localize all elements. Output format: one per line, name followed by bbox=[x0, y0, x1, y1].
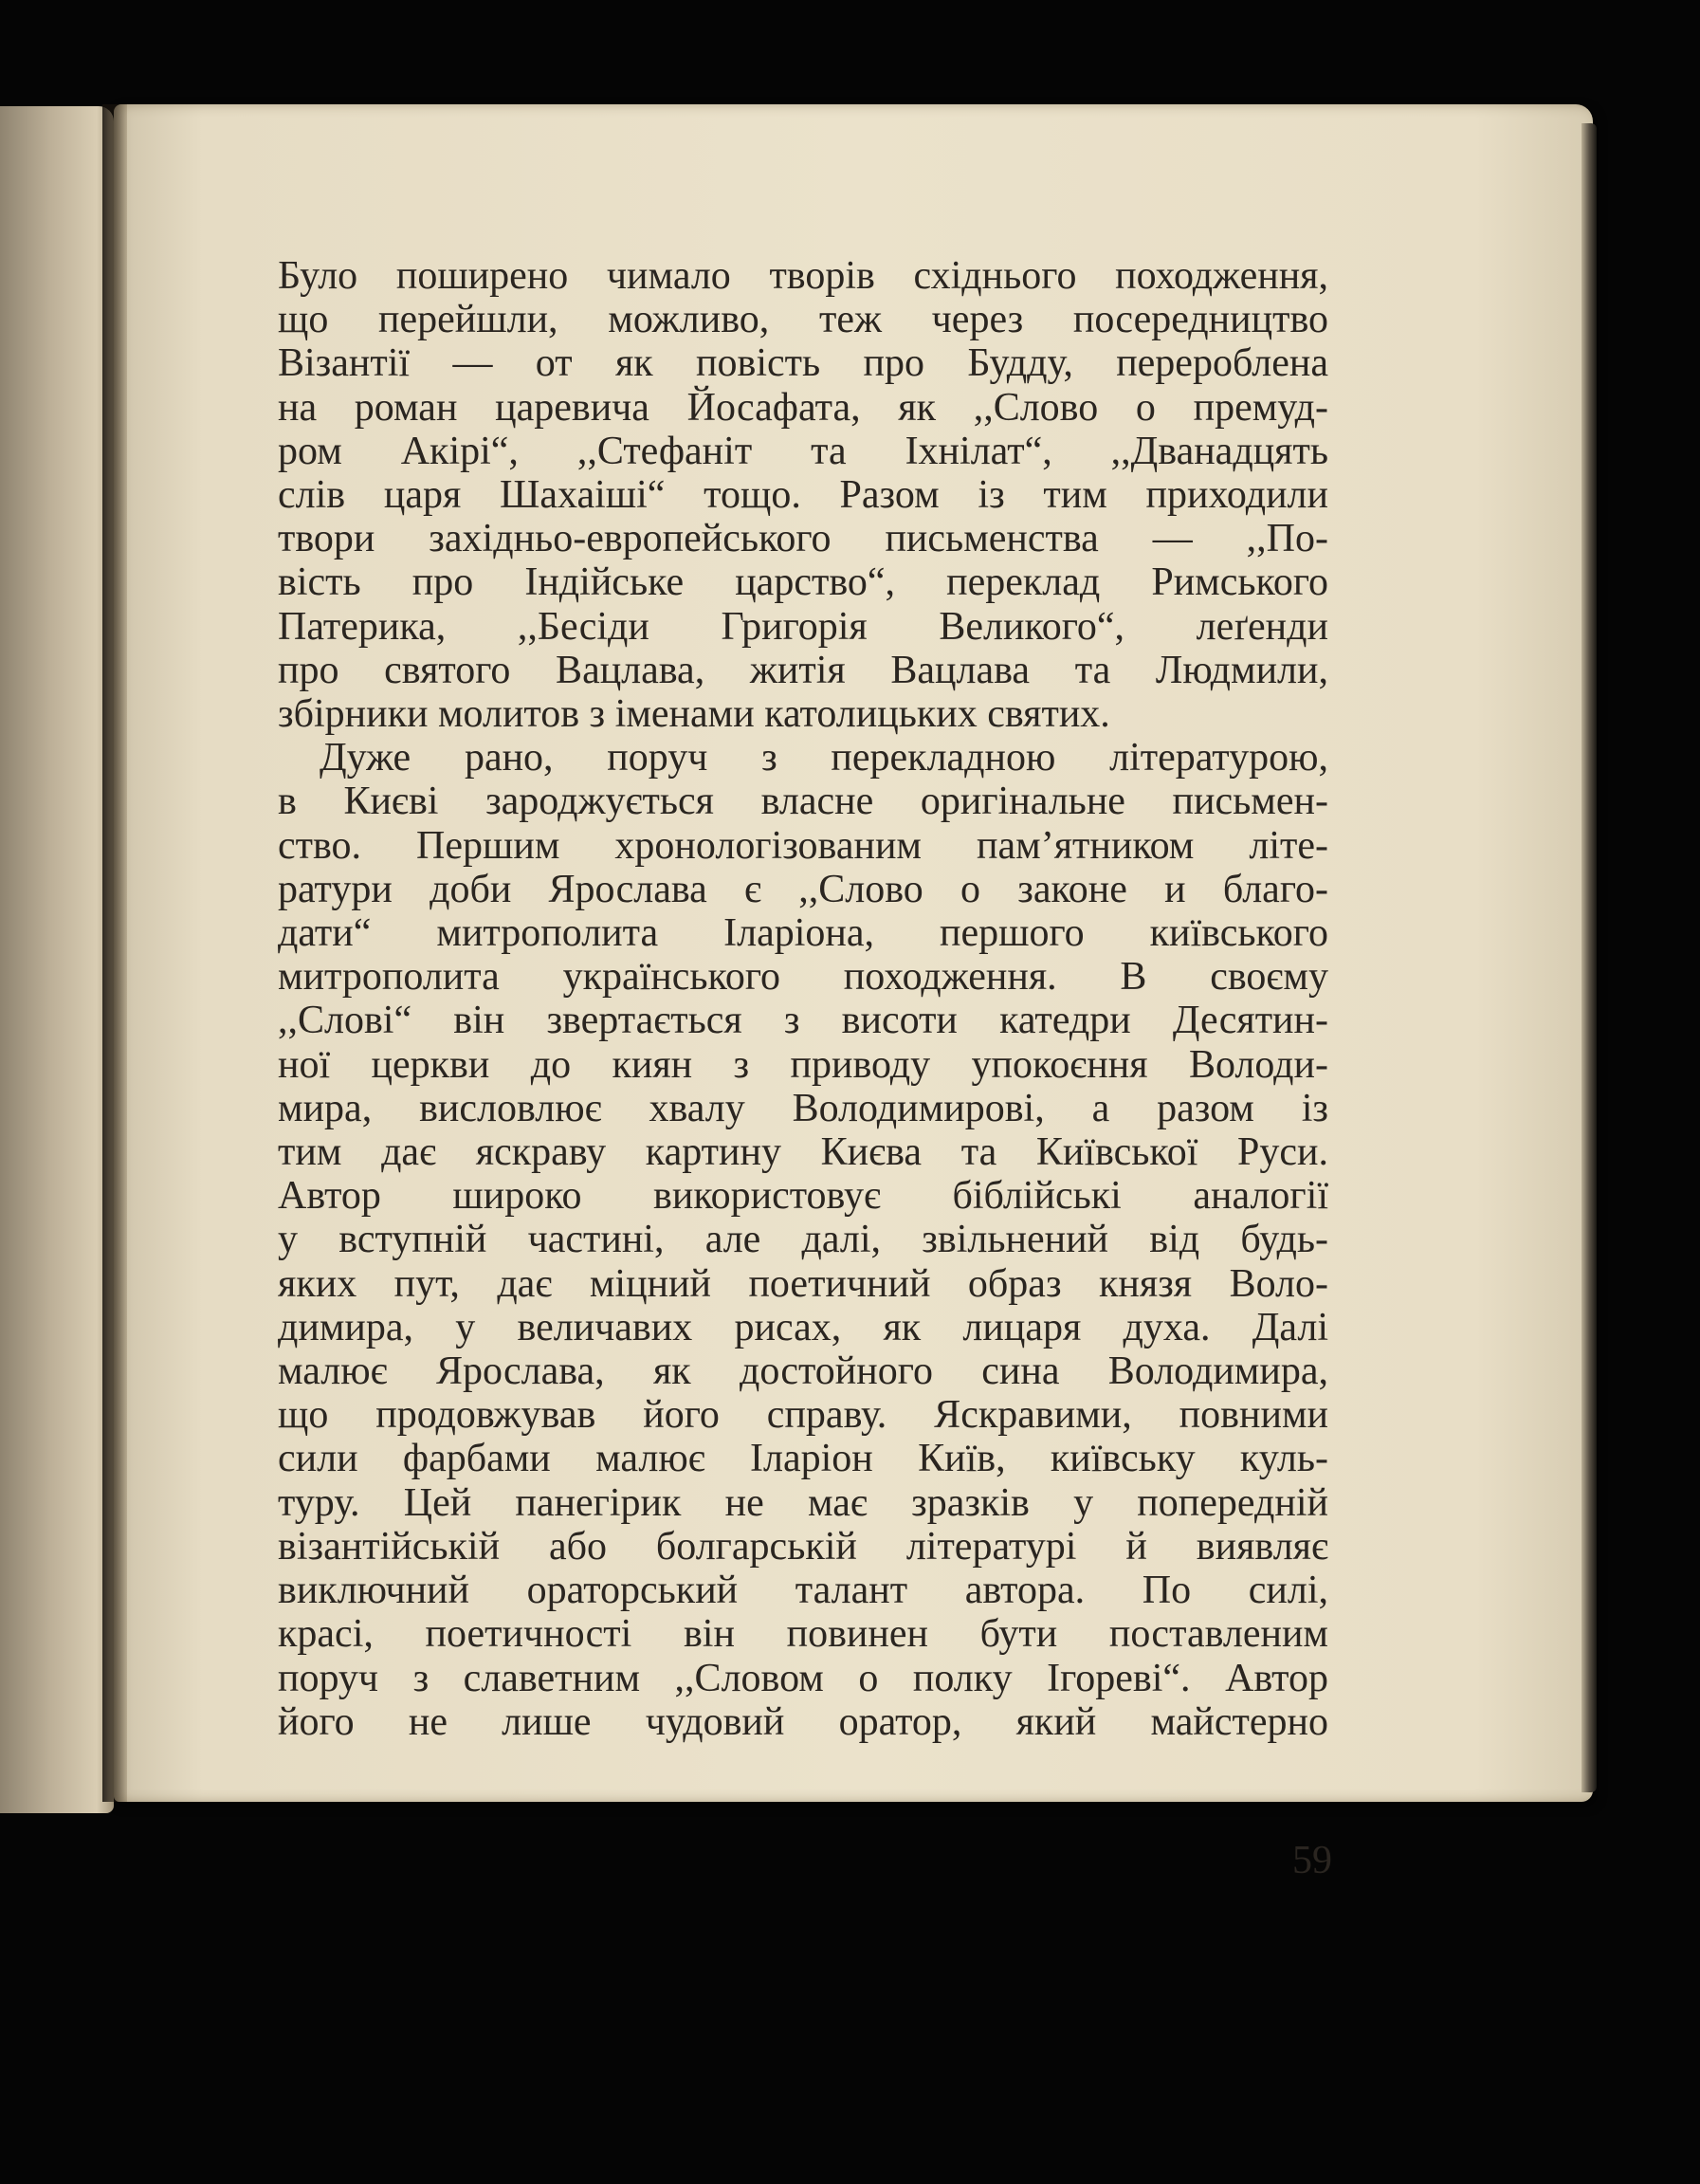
text-line: Візантії — от як повість про Будду, перероблена bbox=[278, 341, 1328, 386]
text-line: ром Акірі“, ,,Стефаніт та Іхнілат“, ,,Дванадцять bbox=[278, 429, 1328, 473]
body-text bbox=[278, 254, 1328, 1744]
text-line: в Києві зароджується власне оригінальне письмен- bbox=[278, 780, 1328, 824]
text-line: його не лише чудовий оратор, який майстерно bbox=[278, 1699, 1328, 1744]
text-line: туру. Цей панегірик не має зразків у попередній bbox=[278, 1480, 1328, 1525]
left-page-edge bbox=[0, 106, 114, 1813]
text-line: ,,Слові“ він звертається з висоти катедри Десятин- bbox=[278, 999, 1328, 1043]
text-line: на роман царевича Йосафата, як ,,Слово о премуд- bbox=[278, 385, 1328, 430]
text-line: ство. Першим хронологізованим пам’ятником літе- bbox=[278, 823, 1328, 868]
text-line: димира, у величавих рисах, як лицаря духа. Далі bbox=[278, 1305, 1328, 1349]
text-line: збірники молитов з іменами католицьких святих. bbox=[278, 692, 1110, 737]
text-line: ної церкви до киян з приводу упокоєння Володи- bbox=[278, 1042, 1328, 1087]
page-right-edge bbox=[1581, 123, 1597, 1792]
text-line: візантійській або болгарській літературі й виявляє bbox=[278, 1524, 1328, 1569]
text-line: митрополита українського походження. В своєму bbox=[278, 955, 1328, 1000]
page-number: 59 bbox=[1292, 1839, 1332, 1882]
text-line: ратури доби Ярослава є ,,Слово о законе и благо- bbox=[278, 867, 1328, 911]
text-line: сили фарбами малює Іларіон Київ, київську куль- bbox=[278, 1437, 1328, 1481]
text-line: вість про Індійське царство“, переклад Римського bbox=[278, 560, 1328, 605]
text-line: Було поширено чимало творів східнього походження, bbox=[278, 254, 1328, 298]
text-line: мира, висловлює хвалу Володимирові, а разом із bbox=[278, 1086, 1328, 1130]
text-line: твори західньо-европейського письменства — ,,По- bbox=[278, 517, 1328, 561]
text-line: дати“ митрополита Іларіона, першого київського bbox=[278, 911, 1328, 956]
text-line: у вступній частині, але далі, звільнений від будь- bbox=[278, 1218, 1328, 1262]
text-line: поруч з славетним ,,Словом о полку Ігореві“. Автор bbox=[278, 1656, 1328, 1700]
text-line: слів царя Шахаіші“ тощо. Разом із тим приходили bbox=[278, 473, 1328, 518]
text-line: виключний ораторський талант автора. По силі, bbox=[278, 1569, 1328, 1613]
text-line: що продовжував його справу. Яскравими, повними bbox=[278, 1393, 1328, 1438]
text-line: про святого Вацлава, житія Вацлава та Людмили, bbox=[278, 648, 1328, 692]
book-spine bbox=[102, 104, 127, 1802]
text-line: Патерика, ,,Бесіди Григорія Великого“, леґенди bbox=[278, 604, 1328, 649]
text-line: малює Ярослава, як достойного сина Володимира, bbox=[278, 1349, 1328, 1394]
text-line: Автор широко використовує біблійські аналогії bbox=[278, 1174, 1328, 1219]
text-line: тим дає яскраву картину Києва та Київської Руси. bbox=[278, 1130, 1328, 1175]
text-line: красі, поетичності він повинен бути поставленим bbox=[278, 1612, 1328, 1657]
text-line: що перейшли, можливо, теж через посередництво bbox=[278, 298, 1328, 342]
text-line: яких пут, дає міцний поетичний образ князя Воло- bbox=[278, 1261, 1328, 1306]
text-line: Дуже рано, поруч з перекладною літературою, bbox=[320, 736, 1328, 780]
